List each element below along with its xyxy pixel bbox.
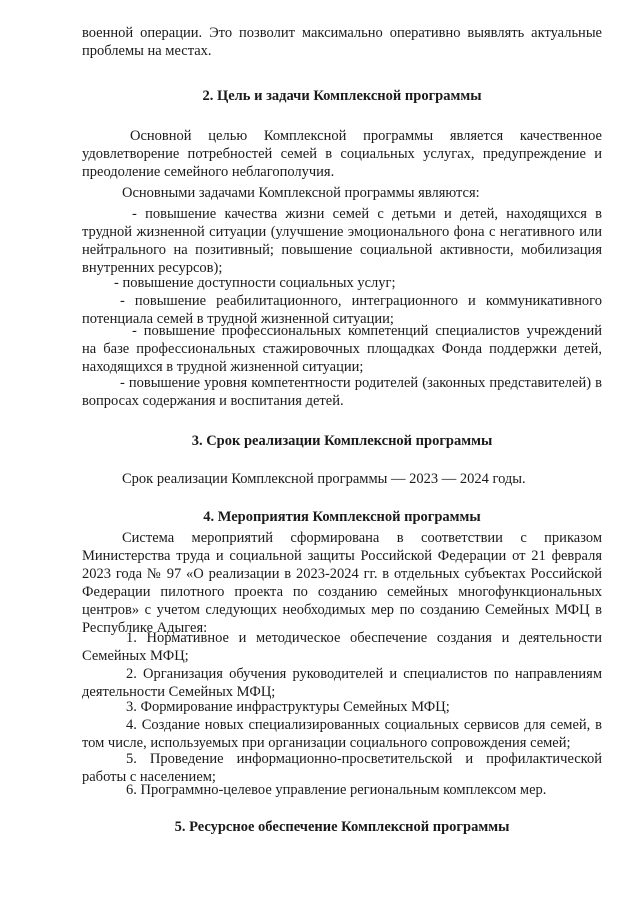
tasks-intro: Основными задачами Комплексной программы являются: xyxy=(122,185,480,201)
task-item-3: - повышение реабилитационного, интеграционного и коммуникативного потенциала семей в трудной жизненной ситуации; xyxy=(82,293,602,327)
measure-item-3: 3. Формирование инфраструктуры Семейных МФЦ; xyxy=(126,699,450,715)
goal-paragraph: Основной целью Комплексной программы является качественное удовлетворение потребностей семей в социальных услугах, предупреждение и преодоление семейного неблагополучия. xyxy=(82,128,602,180)
measure-item-4: 4. Создание новых специализированных социальных сервисов для семей, в том числе, используемых при организации социального сопровождения семей; xyxy=(82,717,602,751)
measure-item-6: 6. Программно-целевое управление региональным комплексом мер. xyxy=(126,782,547,798)
measure-item-2: 2. Организация обучения руководителей и специалистов по направлениям деятельности Семейных МФЦ; xyxy=(82,666,602,700)
task-item-1: - повышение качества жизни семей с детьми и детей, находящихся в трудной жизненной ситуации (улучшение эмоционального фона с негативного или нейтрального на позитивный; повышение социальной активности, мобилизация внутренних ресурсов); xyxy=(82,206,602,276)
measure-item-5: 5. Проведение информационно-просветительской и профилактической работы с населением; xyxy=(82,751,602,785)
task-item-5: - повышение уровня компетентности родителей (законных представителей) в вопросах содержания и воспитания детей. xyxy=(82,375,602,409)
term-paragraph: Срок реализации Комплексной программы — 2023 — 2024 годы. xyxy=(122,471,526,487)
task-item-2: - повышение доступности социальных услуг; xyxy=(114,275,396,291)
section-2-heading: 2. Цель и задачи Комплексной программы xyxy=(202,88,482,104)
intro-tail-paragraph: военной операции. Это позволит максимально оперативно выявлять актуальные проблемы на местах. xyxy=(82,25,602,59)
section-5-heading: 5. Ресурсное обеспечение Комплексной программы xyxy=(174,819,510,835)
section-3-heading: 3. Срок реализации Комплексной программы xyxy=(191,433,493,449)
task-item-4: - повышение профессиональных компетенций специалистов учреждений на базе профессиональных стажировочных площадках Фонда поддержки детей, находящихся в трудной жизненной ситуации; xyxy=(82,323,602,375)
section-4-heading: 4. Мероприятия Комплексной программы xyxy=(203,509,481,525)
measure-item-1: 1. Нормативное и методическое обеспечение создания и деятельности Семейных МФЦ; xyxy=(82,630,602,664)
measures-intro-paragraph: Система мероприятий сформирована в соответствии с приказом Министерства труда и социальной защиты Российской Федерации от 21 февраля 2023 года № 97 «О реализации в 2023-2024 гг. в отдельных субъектах Российской Федерации пилотного проекта по созданию семейных многофункциональных центров» с учетом следующих необходимых мер по созданию Семейных МФЦ в Республике Адыгея: xyxy=(82,530,602,636)
